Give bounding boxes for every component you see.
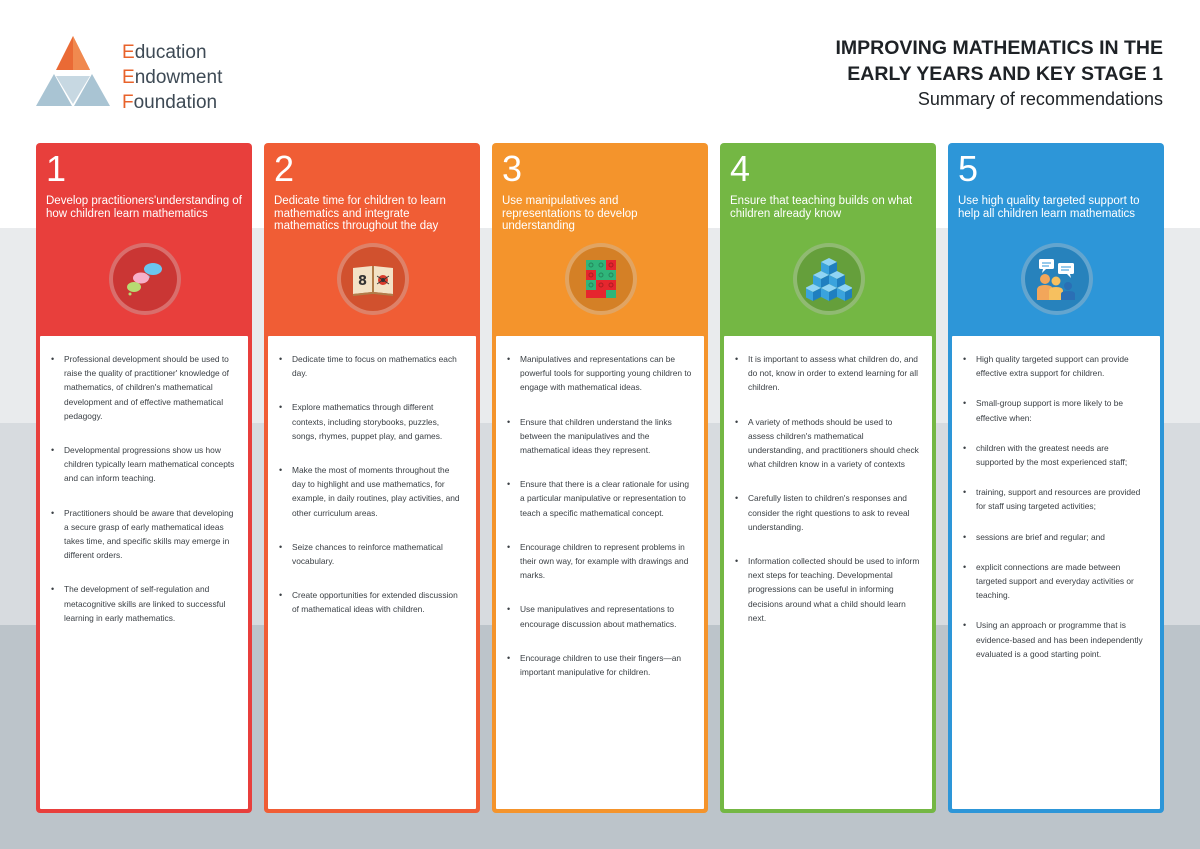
logo-line: Foundation (122, 92, 218, 113)
list-item: • explicit connections are made between targeted support and everyday activities or teaching. (962, 560, 1148, 603)
recommendation-card-1 (36, 143, 252, 813)
list-item: • Make the most of moments throughout the day to highlight and use mathematics, for example, in daily routines, play activities, and other curriculum areas. (278, 463, 464, 520)
list-item: • Create opportunities for extended discussion of mathematical ideas with children. (278, 588, 464, 616)
card-title: Use high quality targeted support to help all children learn mathematics (958, 195, 1140, 220)
card-number: 5 (958, 148, 979, 189)
linking-cubes-icon (565, 243, 637, 315)
card-header (952, 143, 1160, 336)
list-item: • Explore mathematics through different contexts, including storybooks, puzzles, songs, rhymes, puppet play, and games. (278, 400, 464, 443)
page-subtitle: Summary of recommendations (917, 89, 1163, 109)
eef-logo[interactable] (36, 36, 266, 116)
list-item: • Information collected should be used to inform next steps for teaching. Developmental progressions can be useful in informing decisions around what a child should learn next. (734, 554, 920, 625)
recommendation-list (50, 352, 236, 625)
card-title: Ensure that teaching builds on what children already know (730, 195, 913, 220)
list-item: • Carefully listen to children's responses and consider the right questions to ask to reveal understanding. (734, 491, 920, 534)
recommendation-card-4 (720, 143, 936, 813)
list-item: • Using an approach or programme that is evidence-based and has been independently evaluated is a good starting point. (962, 618, 1148, 661)
card-number: 4 (730, 148, 751, 189)
thought-bubbles-icon (109, 243, 181, 315)
page-title-line: EARLY YEARS AND KEY STAGE 1 (847, 63, 1163, 85)
card-number: 1 (46, 148, 67, 189)
logo-line: Endowment (122, 67, 223, 88)
card-body (40, 336, 248, 809)
recommendation-list (734, 352, 920, 625)
list-item: • Developmental progressions show us how children typically learn mathematical concepts and can inform teaching. (50, 443, 236, 486)
card-title: Dedicate time for children to learn mathematics and integrate mathematics throughout the day (274, 195, 446, 232)
card-body (724, 336, 932, 809)
recommendation-list (506, 352, 692, 679)
list-item: • sessions are brief and regular; and (962, 530, 1148, 544)
list-item: • Professional development should be used to raise the quality of practitioner' knowledge of mathematics, of children's mathematical development and of effective mathematical pedagogy. (50, 352, 236, 423)
list-item: • Seize chances to reinforce mathematical vocabulary. (278, 540, 464, 568)
list-item: • Small-group support is more likely to be effective when: (962, 396, 1148, 424)
list-item: • Encourage children to represent problems in their own way, for example with drawings and marks. (506, 540, 692, 583)
card-header (268, 143, 476, 336)
recommendation-card-5 (948, 143, 1164, 813)
card-title: Use manipulatives and representations to develop understanding (502, 195, 638, 232)
card-header (40, 143, 248, 336)
card-title: Develop practitioners'understanding of how children learn mathematics (46, 195, 242, 220)
logo-line: Education (122, 42, 207, 63)
page-title (835, 35, 1163, 87)
list-item: • High quality targeted support can provide effective extra support for children. (962, 352, 1148, 380)
list-item: • Practitioners should be aware that developing a secure grasp of early mathematical ideas takes time, and specific skills may emerge in different orders. (50, 506, 236, 563)
list-item: • It is important to assess what children do, and do not, know in order to extend learning for all children. (734, 352, 920, 395)
list-item: • children with the greatest needs are supported by the most experienced staff; (962, 441, 1148, 469)
list-item: • Ensure that there is a clear rationale for using a particular manipulative or representation to teach a specific mathematical concept. (506, 477, 692, 520)
book-digit: 8 (357, 274, 368, 289)
card-header (724, 143, 932, 336)
card-number: 3 (502, 148, 523, 189)
recommendation-list (962, 352, 1148, 661)
triangle-logo-icon (36, 36, 110, 106)
list-item: • The development of self-regulation and metacognitive skills are linked to successful learning in early mathematics. (50, 582, 236, 625)
logo-wordmark (122, 40, 222, 115)
recommendation-card-3 (492, 143, 708, 813)
list-item: • Use manipulatives and representations to encourage discussion about mathematics. (506, 602, 692, 630)
card-body (496, 336, 704, 809)
list-item: • Ensure that children understand the links between the manipulatives and the mathematical ideas they represent. (506, 415, 692, 458)
card-body (952, 336, 1160, 809)
list-item: • training, support and resources are provided for staff using targeted activities; (962, 485, 1148, 513)
card-number: 2 (274, 148, 295, 189)
card-header (496, 143, 704, 336)
list-item: • Manipulatives and representations can be powerful tools for supporting young children to engage with mathematical ideas. (506, 352, 692, 395)
storybook-icon (337, 243, 409, 315)
recommendation-list (278, 352, 464, 617)
stacked-blocks-icon (793, 243, 865, 315)
list-item: • A variety of methods should be used to assess children's mathematical understanding, and practitioners should check what children know in a variety of contexts (734, 415, 920, 472)
list-item: • Encourage children to use their fingers—an important manipulative for children. (506, 651, 692, 679)
group-discussion-icon (1021, 243, 1093, 315)
recommendation-card-2 (264, 143, 480, 813)
list-item: • Dedicate time to focus on mathematics each day. (278, 352, 464, 380)
card-body (268, 336, 476, 809)
page-title-line: IMPROVING MATHEMATICS IN THE (835, 37, 1163, 59)
